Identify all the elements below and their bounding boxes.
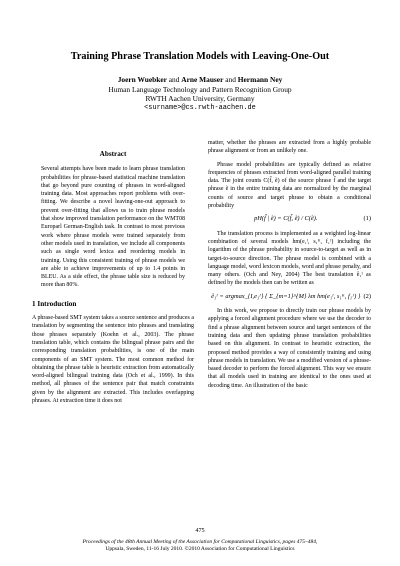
body-paragraph: matter, whether the phrases are extracted from a highly probable phrase alignment or from an unlikely one. — [208, 140, 371, 155]
author-name: Arne Mauser — [181, 75, 224, 84]
author-block — [20, 75, 380, 113]
equation-body: ê₁ᴵ = argmax_{I,e₁ᴵ} { Σ_{m=1}^{M} λm hm(e₁ᴵ, s₁ᴷ, f₁ᴶ) } — [211, 292, 361, 300]
abstract-text: Several attempts have been made to learn phrase translation probabilities for phrase-based statistical machine translation that go beyond pure counting of phrases in word-aligned training data. Most approaches report problems with over-fitting. We describe a novel leaving-one-out approach to prevent over-fitting that allows us to train phrase models that show improved translation performance on the WMT08 Europarl German-English task. In contrast to most previous work where phrase models were trained separately from other models used in translation, we include all components such as single word lexica and reordering models in training. Using this consistent training of phrase models we are able to achieve improvements of up to 1.4 points in BLEU. As a side effect, the phrase table size is reduced by more than 80%. — [41, 166, 185, 289]
equation-number: (2) — [363, 292, 371, 300]
equation-number: (1) — [363, 215, 371, 223]
footer-line: Uppsala, Sweden, 11-16 July 2010. ©2010 Association for Computational Linguistics — [105, 546, 295, 553]
intro-paragraph: A phrase-based SMT system takes a source sentence and produces a translation by segmenting the sentence into phrases and translating those phrases separately (Koehn et al., 2003). The phrase translation table, which contains the bilingual phrase pairs and the corresponding translation probabilities, is one of the main components of an SMT system. The most common method for obtaining the phrase table is heuristic extraction from automatically word-aligned bilingual training data (Och et al., 1999). In this method, all phrases of the sentence pair that match constraints given by the alignment are extracted. This includes overlapping phrases. At extraction time it does not — [32, 315, 194, 405]
institution: RWTH Aachen University, Germany — [145, 94, 255, 104]
equation — [208, 215, 371, 223]
equation — [208, 293, 371, 301]
affiliation: Human Language Technology and Pattern Recognition Group — [108, 84, 292, 94]
page-number: 475 — [195, 527, 205, 534]
footer-proceedings: Proceedings of the 48th Annual Meeting of the Association for Computational Linguistics, pages 475–484, — [82, 539, 318, 545]
right-column — [208, 139, 371, 395]
equation-body: pH(f̃ | ẽ) = C(f̃, ẽ) / C(ẽ). — [254, 215, 318, 223]
body-paragraph: In this work, we propose to directly train our phrase models by applying a forced alignment procedure where we use the decoder to find a phrase alignment between source and target sentences of the training data and then updating phrase translation probabilities based on this alignment. In contrast to heuristic extraction, the proposed method provides a way of consistently training and using phrase models in translation. We use a modified version of a phrase-based decoder to perform the forced alignment. This way we ensure that all models used in training are identical to the ones used at decoding time. An illustration of the basic — [208, 308, 371, 389]
author-names — [20, 75, 380, 85]
author-separator: and — [168, 75, 180, 84]
author-separator: and — [225, 75, 236, 84]
section-heading: 1 Introduction — [32, 299, 77, 308]
abstract-heading: Abstract — [99, 150, 127, 158]
body-paragraph: Phrase model probabilities are typically defined as relative frequencies of phrases extracted from word-aligned parallel training data. The joint counts C(f̃, ẽ) of the source phrase f̃ and the target phrase ẽ in the entire training data are normalized by the marginal counts of source and target phrase to obtain a conditional probability — [208, 161, 371, 210]
paper-title: Training Phrase Translation Models with Leaving-One-Out — [70, 51, 330, 62]
author-name: Hermann Ney — [237, 75, 283, 84]
footer — [20, 539, 380, 554]
body-paragraph: The translation process is implemented as a weighted log-linear combination of several models hm(e₁ᴵ, s₁ᴷ, f₁ᴶ) including the logarithm of the phrase probability in source-to-target as well as in target-to-source direction. The phrase model is combined with a language model, word lexicon models, word and phrase penalty, and many others. (Och and Ney, 2004) The best translation ê₁ᴵ as defined by the models then can be written as — [208, 230, 371, 287]
author-name: Joern Wuebker — [117, 75, 167, 84]
left-column — [32, 150, 194, 410]
email: <surname>@cs.rwth-aachen.de — [144, 103, 256, 112]
